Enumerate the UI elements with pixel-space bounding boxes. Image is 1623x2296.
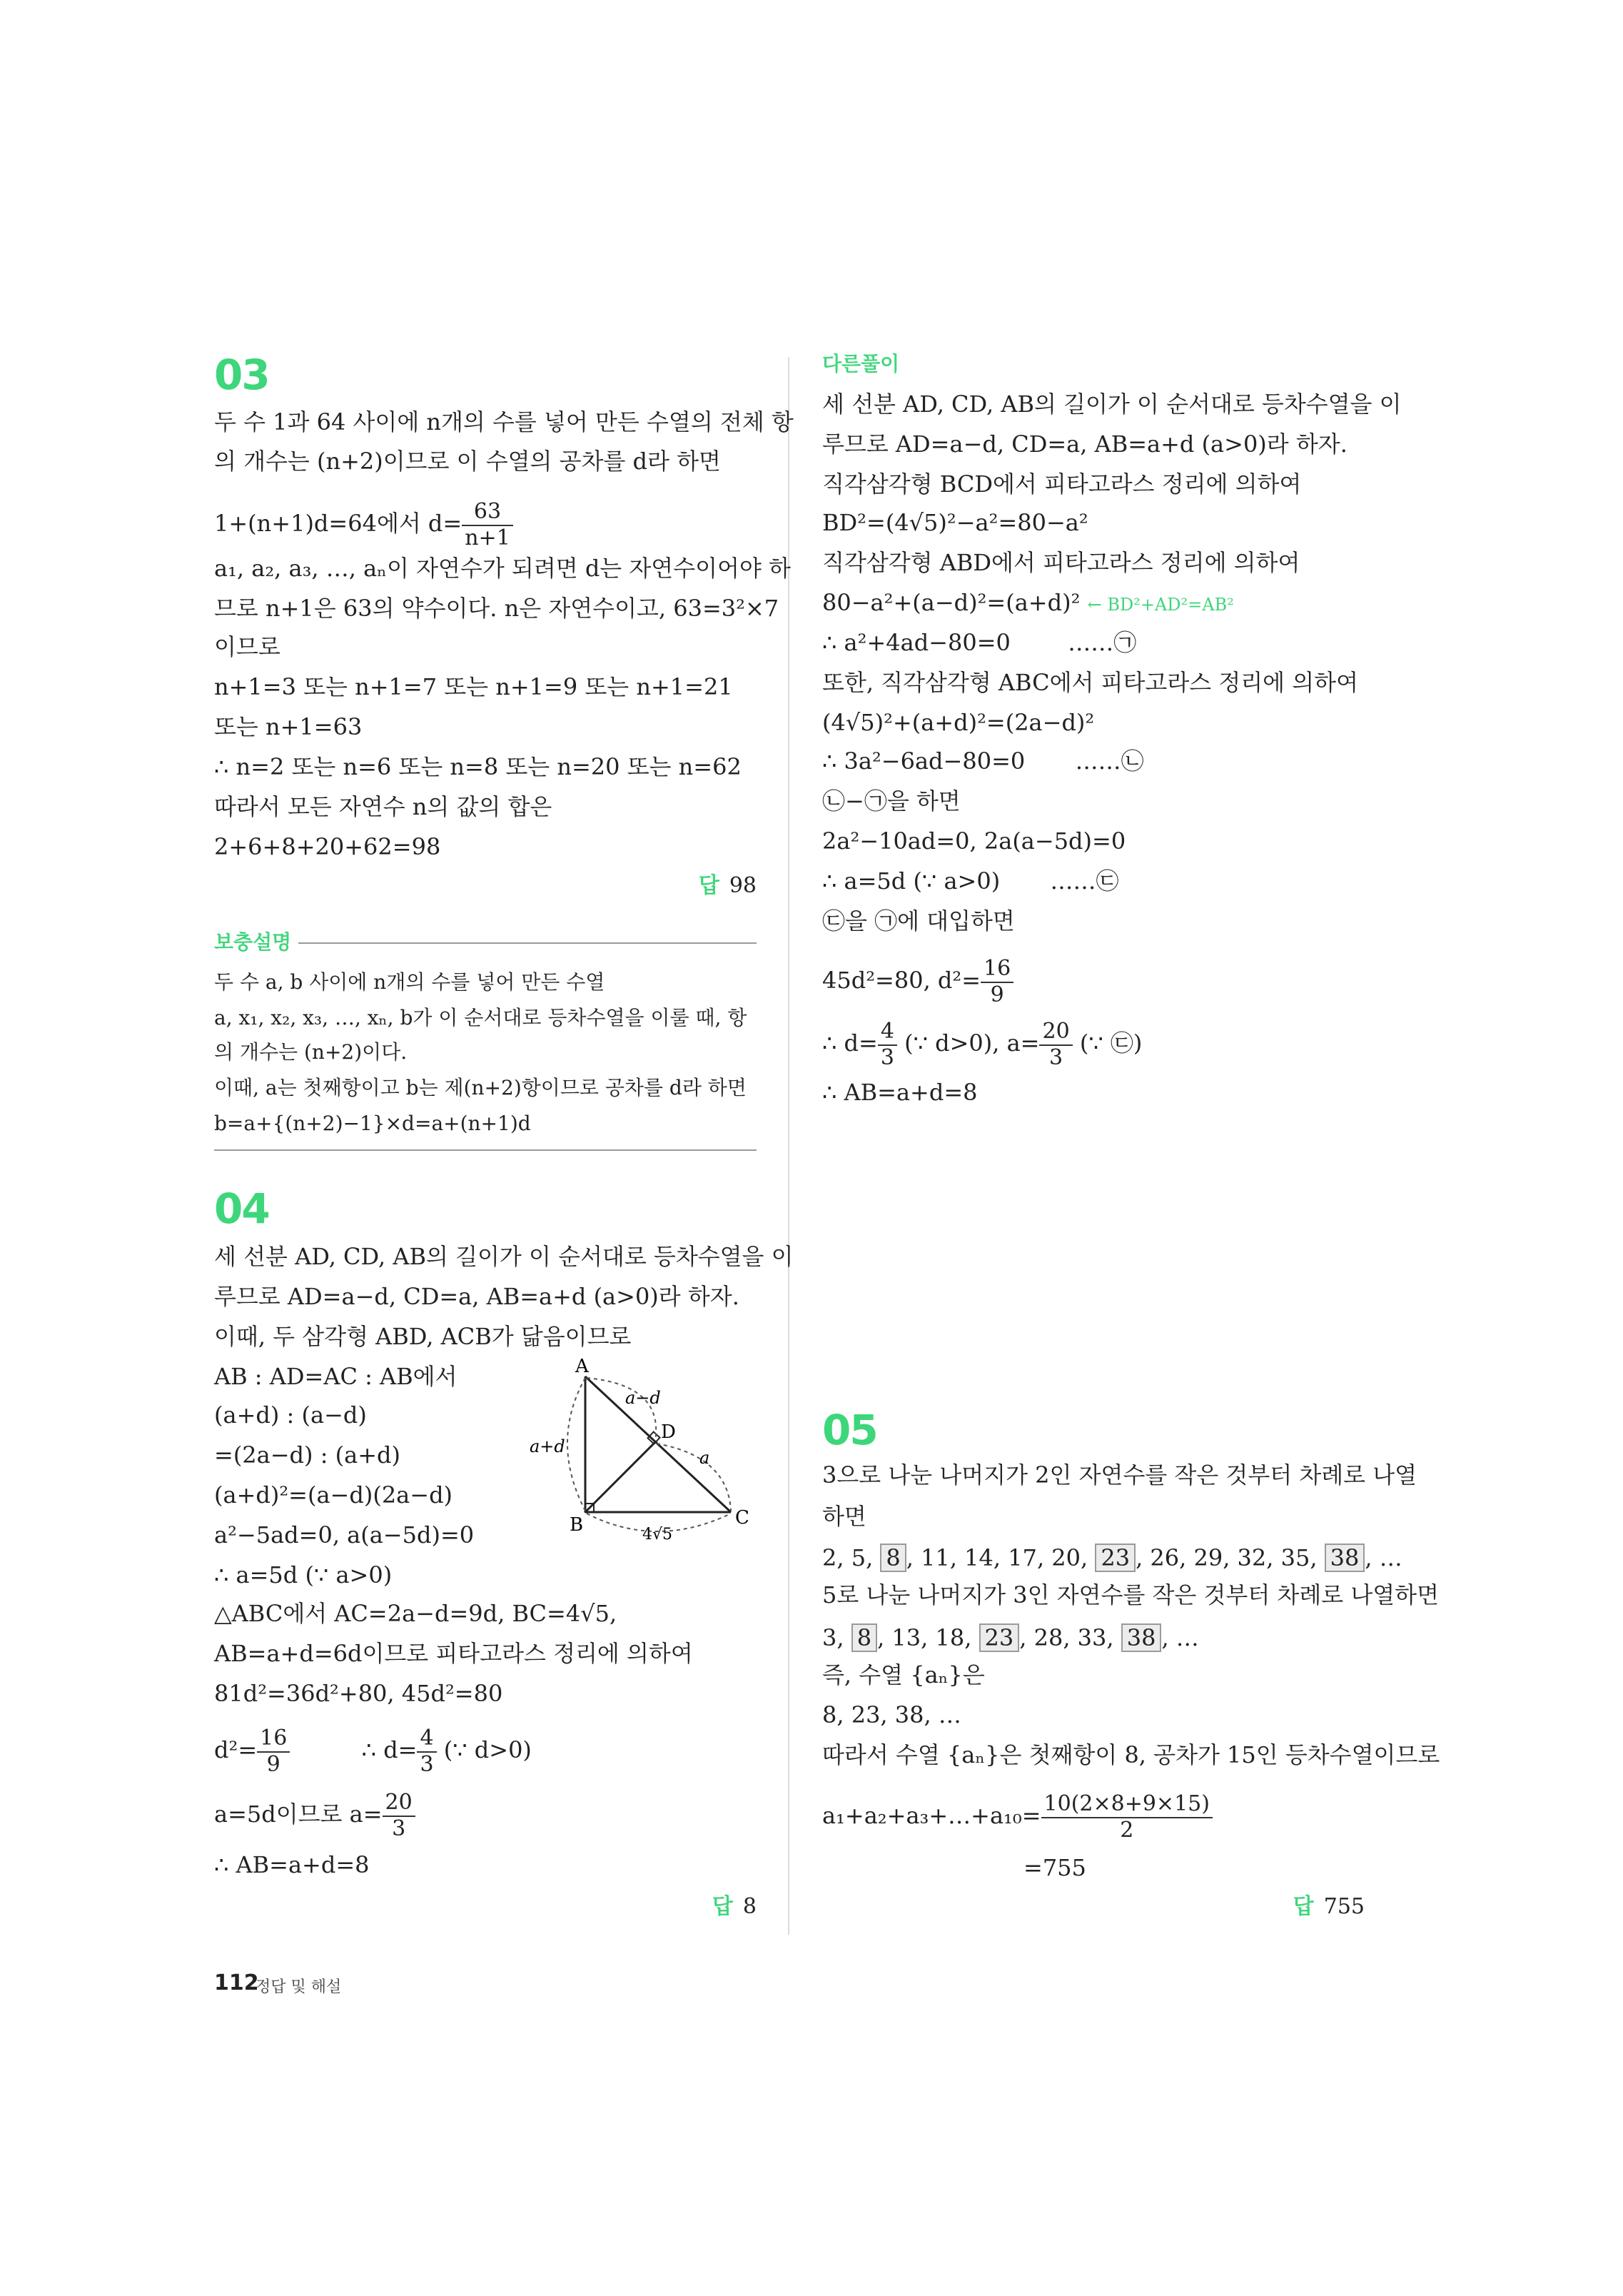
s03-line-4: a₁, a₂, a₃, …, aₙ이 자연수가 되려면 d는 자연수이어야 하 — [214, 555, 791, 582]
frac-den: 9 — [990, 982, 1004, 1007]
note-line-2: a, x₁, x₂, x₃, …, xₙ, b가 이 순서대로 등차수열을 이룰 때, 항 — [214, 1006, 747, 1029]
s05-line-9 — [822, 1792, 1213, 1843]
alt-line-7 — [822, 631, 1136, 654]
alt-eq-1: ∴ a²+4ad−80=0 — [822, 629, 1011, 656]
s03-frac-num: 63 — [462, 500, 513, 526]
s03-eq-text: 1+(n+1)d=64에서 d= — [214, 510, 462, 537]
seq2-part-3: , 28, 33, — [1019, 1624, 1114, 1651]
s04-d2-text: d²= — [214, 1736, 258, 1763]
alt-line-11: ㉡−㉠을 하면 — [822, 787, 961, 815]
boxed-38: 38 — [1325, 1544, 1365, 1572]
s04-d-text: ∴ d= — [361, 1736, 418, 1763]
s04-line-9: ∴ a=5d (∵ a>0) — [214, 1561, 393, 1588]
s05-answer — [1293, 1896, 1365, 1918]
alt-d-text: ∴ d= — [822, 1029, 878, 1057]
alt-frac-3 — [1039, 1019, 1072, 1070]
frac-num: 4 — [417, 1726, 436, 1753]
frac-num: 16 — [981, 957, 1013, 983]
alt-line-9: (4√5)²+(a+d)²=(2a−d)² — [822, 709, 1095, 736]
frac-num: 20 — [1039, 1019, 1072, 1046]
s03-line-1: 두 수 1과 64 사이에 n개의 수를 넣어 만든 수열의 전체 항 — [214, 408, 794, 435]
s03-line-10: 따라서 모든 자연수 n의 값의 합은 — [214, 793, 552, 820]
label-a-plus-d: a+d — [530, 1436, 565, 1456]
s04-line-15: ∴ AB=a+d=8 — [214, 1851, 370, 1878]
alt-line-17: ∴ AB=a+d=8 — [822, 1079, 978, 1106]
s04-line-11: AB=a+d=6d이므로 피타고라스 정리에 의하여 — [214, 1640, 693, 1667]
answer-label: 답 — [1293, 1894, 1314, 1919]
s04-line-2: 루므로 AD=a−d, CD=a, AB=a+d (a>0)라 하자. — [214, 1283, 739, 1310]
s03-answer — [699, 875, 757, 897]
alt-eq-3: ∴ a=5d (∵ a>0) — [822, 867, 1001, 895]
answer-value: 98 — [729, 873, 757, 898]
seq1-part-4: , … — [1365, 1544, 1402, 1571]
s04-line-3: 이때, 두 삼각형 ABD, ACB가 닮음이므로 — [214, 1323, 632, 1350]
alt-line-16 — [822, 1019, 1142, 1070]
s04-line-14 — [214, 1791, 415, 1841]
alt-line-3: 직각삼각형 BCD에서 피타고라스 정리에 의하여 — [822, 470, 1302, 498]
alt-eq-2: ∴ 3a²−6ad−80=0 — [822, 747, 1026, 775]
alt-d2-text: 45d²=80, d²= — [822, 967, 981, 994]
alt-a-cond: (∵ ㉢) — [1079, 1029, 1143, 1057]
boxed-8: 8 — [851, 1623, 877, 1652]
s05-line-1: 3으로 나눈 나머지가 2인 자연수를 작은 것부터 차례로 나열 — [822, 1461, 1417, 1489]
seq2-part-2: , 13, 18, — [877, 1624, 972, 1651]
boxed-23: 23 — [979, 1623, 1020, 1652]
s04-frac-3 — [383, 1791, 415, 1841]
note-line-4: 이때, a는 첫째항이고 b는 제(n+2)항이므로 공차를 d라 하면 — [214, 1076, 747, 1099]
frac-num: 10(2×8+9×15) — [1041, 1792, 1213, 1818]
s04-line-13 — [214, 1726, 532, 1777]
s05-line-5 — [822, 1623, 1199, 1652]
s03-line-2: 의 개수는 (n+2)이므로 이 수열의 공차를 d라 하면 — [214, 448, 721, 475]
seq2-part-1: 3, — [822, 1624, 844, 1651]
label-a-vertex: A — [575, 1356, 589, 1377]
s03-line-3 — [214, 500, 513, 550]
note-line-1: 두 수 a, b 사이에 n개의 수를 넣어 만든 수열 — [214, 970, 605, 994]
s04-frac-2 — [417, 1726, 436, 1777]
s04-a-text: a=5d이므로 a= — [214, 1801, 383, 1828]
frac-num: 4 — [878, 1019, 897, 1046]
s03-line-7: n+1=3 또는 n+1=7 또는 n+1=9 또는 n+1=21 — [214, 673, 733, 700]
arc-ab — [567, 1378, 585, 1511]
note-line-3: 의 개수는 (n+2)이다. — [214, 1040, 408, 1064]
s05-line-2: 하면 — [822, 1503, 866, 1530]
frac-num: 16 — [257, 1726, 290, 1753]
s03-line-6: 이므로 — [214, 633, 280, 660]
s05-line-8: 따라서 수열 {aₙ}은 첫째항이 8, 공차가 15인 등차수열이므로 — [822, 1741, 1440, 1768]
alt-eq-1-mark: ……㉠ — [1068, 629, 1137, 656]
label-a: a — [699, 1448, 710, 1468]
s05-line-4: 5로 나눈 나머지가 3인 자연수를 작은 것부터 차례로 나열하면 — [822, 1581, 1439, 1608]
label-c-vertex: C — [735, 1507, 749, 1529]
note-line-5: b=a+{(n+2)−1}×d=a+(n+1)d — [214, 1112, 531, 1135]
column-divider — [788, 357, 789, 1935]
alt-line-5: 직각삼각형 ABD에서 피타고라스 정리에 의하여 — [822, 549, 1300, 576]
alt-line-1: 세 선분 AD, CD, AB의 길이가 이 순서대로 등차수열을 이 — [822, 391, 1402, 418]
seq1-part-1: 2, 5, — [822, 1544, 874, 1571]
alt-eq-2-mark: ……㉡ — [1075, 747, 1144, 775]
alt-green-note: ← BD²+AD²=AB² — [1087, 595, 1234, 615]
alt-line-10 — [822, 747, 1144, 775]
alt-line-8: 또한, 직각삼각형 ABC에서 피타고라스 정리에 의하여 — [822, 669, 1358, 696]
segment-bd — [585, 1442, 655, 1512]
alt-line-13 — [822, 867, 1119, 895]
s04-line-12: 81d²=36d²+80, 45d²=80 — [214, 1680, 503, 1707]
s05-line-6: 즉, 수열 {aₙ}은 — [822, 1661, 985, 1688]
alt-line-15 — [822, 957, 1013, 1007]
s03-line-5: 므로 n+1은 63의 약수이다. n은 자연수이고, 63=3²×7 — [214, 595, 779, 622]
boxed-38: 38 — [1121, 1623, 1162, 1652]
triangle-figure — [528, 1356, 757, 1542]
s04-line-1: 세 선분 AD, CD, AB의 길이가 이 순서대로 등차수열을 이 — [214, 1243, 794, 1270]
s04-line-10: △ABC에서 AC=2a−d=9d, BC=4√5, — [214, 1600, 617, 1627]
answer-label: 답 — [712, 1894, 733, 1919]
alt-line-12: 2a²−10ad=0, 2a(a−5d)=0 — [822, 827, 1126, 855]
note-bottom-rule — [214, 1149, 757, 1151]
s05-fraction — [1041, 1792, 1213, 1843]
s04-line-6: =(2a−d) : (a+d) — [214, 1441, 400, 1469]
frac-den: 3 — [392, 1816, 406, 1841]
note-title: 보충설명 — [214, 930, 292, 954]
s03-line-11: 2+6+8+20+62=98 — [214, 833, 441, 860]
s04-d-cond: (∵ d>0) — [443, 1736, 532, 1763]
seq1-part-2: , 11, 14, 17, 20, — [906, 1544, 1088, 1571]
problem-number-05: 05 — [822, 1406, 877, 1454]
seq1-part-3: , 26, 29, 32, 35, — [1136, 1544, 1318, 1571]
seq2-part-4: , … — [1161, 1624, 1199, 1651]
alt-title: 다른풀이 — [822, 352, 900, 376]
answer-value: 8 — [742, 1894, 757, 1919]
label-a-minus-d: a−d — [625, 1388, 661, 1408]
problem-number-04: 04 — [214, 1184, 269, 1233]
s04-line-4: AB : AD=AC : AB에서 — [214, 1363, 457, 1390]
footer-title: 정답 및 해설 — [256, 1978, 342, 1996]
label-4root5: 4√5 — [642, 1526, 673, 1542]
s05-line-7: 8, 23, 38, … — [822, 1701, 961, 1728]
alt-line-14: ㉢을 ㉠에 대입하면 — [822, 907, 1015, 935]
alt-line-2: 루므로 AD=a−d, CD=a, AB=a+d (a>0)라 하자. — [822, 430, 1348, 458]
s03-fraction — [462, 500, 513, 550]
frac-den: 2 — [1120, 1817, 1134, 1843]
s05-line-3 — [822, 1544, 1402, 1572]
alt-frac-1 — [981, 957, 1013, 1007]
answer-value: 755 — [1323, 1894, 1365, 1919]
page-number: 112 — [214, 1970, 259, 1995]
s04-line-5: (a+d) : (a−d) — [214, 1401, 367, 1429]
s04-line-8: a²−5ad=0, a(a−5d)=0 — [214, 1521, 475, 1549]
alt-eq: 80−a²+(a−d)²=(a+d)² — [822, 589, 1081, 616]
s05-line-10: =755 — [1023, 1854, 1086, 1881]
frac-den: 3 — [880, 1044, 894, 1070]
frac-den: 3 — [1049, 1044, 1063, 1070]
alt-line-6 — [822, 591, 1234, 614]
s04-answer — [712, 1896, 757, 1918]
answer-label: 답 — [698, 873, 719, 898]
s03-frac-den: n+1 — [465, 525, 510, 550]
s03-line-8: 또는 n+1=63 — [214, 713, 363, 740]
s05-sum-text: a₁+a₂+a₃+…+a₁₀= — [822, 1802, 1041, 1829]
s04-frac-1 — [257, 1726, 290, 1777]
problem-number-03: 03 — [214, 351, 269, 399]
alt-eq-3-mark: ……㉢ — [1050, 867, 1119, 895]
alt-line-4: BD²=(4√5)²−a²=80−a² — [822, 509, 1088, 536]
label-d-vertex: D — [661, 1421, 676, 1443]
s04-line-7: (a+d)²=(a−d)(2a−d) — [214, 1481, 453, 1509]
alt-a-text: (∵ d>0), a= — [904, 1029, 1040, 1057]
note-top-rule — [298, 942, 757, 944]
frac-den: 3 — [420, 1751, 434, 1777]
frac-den: 9 — [266, 1751, 280, 1777]
label-b-vertex: B — [570, 1514, 584, 1536]
frac-num: 20 — [383, 1791, 415, 1817]
boxed-23: 23 — [1095, 1544, 1136, 1572]
alt-frac-2 — [878, 1019, 897, 1070]
boxed-8: 8 — [880, 1544, 906, 1572]
s03-line-9: ∴ n=2 또는 n=6 또는 n=8 또는 n=20 또는 n=62 — [214, 753, 742, 780]
